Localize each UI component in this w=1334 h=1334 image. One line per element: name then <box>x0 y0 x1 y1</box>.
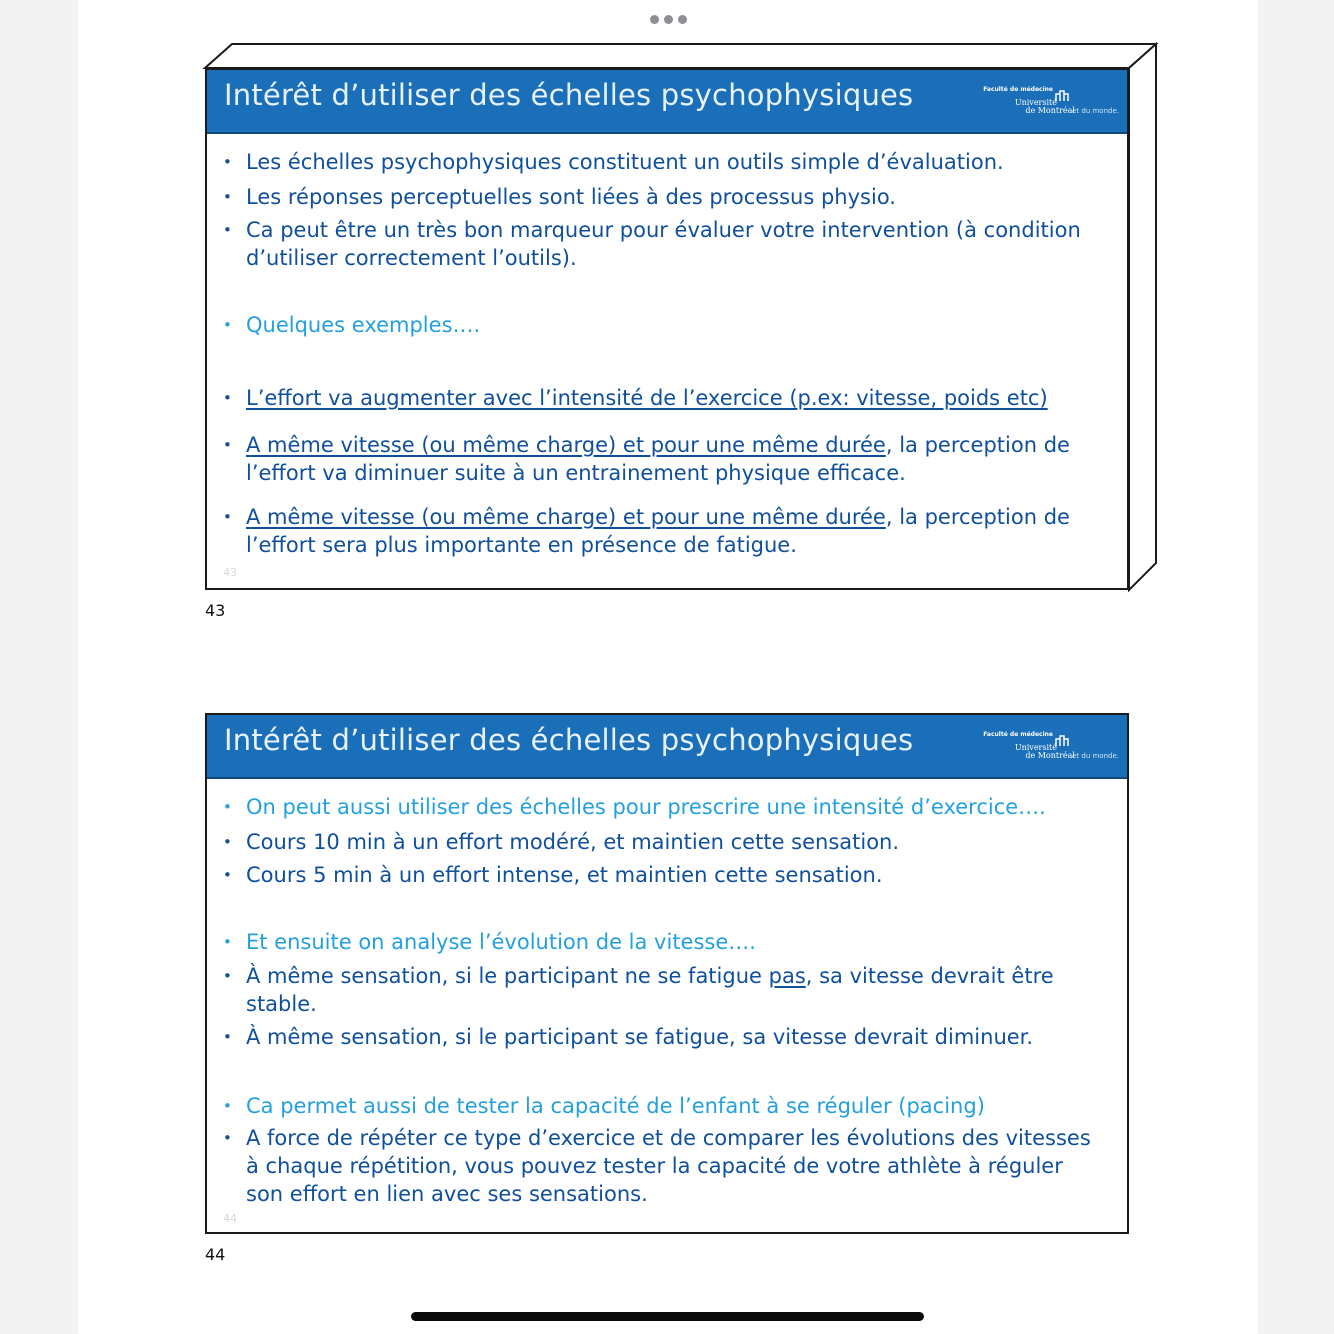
bullet-item: • Les échelles psychophysiques constituent un outils simple d’évaluation. <box>223 150 1004 174</box>
bullet-item: • Ca permet aussi de tester la capacité de l’enfant à se réguler (pacing) <box>223 1094 985 1118</box>
bullet-item: • On peut aussi utiliser des échelles pour prescrire une intensité d’exercice…. <box>223 795 1046 819</box>
slide-header <box>207 715 1127 779</box>
bullet-item: • L’effort va augmenter avec l’intensité de l’exercice (p.ex: vitesse, poids etc) <box>223 386 1048 410</box>
bullet-item: • A même vitesse (ou même charge) et pour une même durée, la perception de l’effort va diminuer suite à un entrainement physique efficace. <box>223 433 1070 485</box>
page-label: 43 <box>205 601 226 620</box>
bullet-item: • A force de répéter ce type d’exercice et de comparer les évolutions des vitesses à chaque répétition, vous pouvez tester la capacité de votre athlète à réguler son effort en lien avec ses sensations. <box>223 1126 1091 1206</box>
bullet-item: • À même sensation, si le participant se fatigue, sa vitesse devrait diminuer. <box>223 1025 1034 1049</box>
bullet-item: • À même sensation, si le participant ne se fatigue pas, sa vitesse devrait être stable. <box>223 964 1054 1016</box>
home-indicator[interactable] <box>411 1312 924 1321</box>
slide-43 <box>205 68 1129 590</box>
bullet-item: • Et ensuite on analyse l’évolution de la vitesse…. <box>223 930 756 954</box>
page-label: 44 <box>205 1245 226 1264</box>
logo-mark-icon <box>1055 735 1069 747</box>
university-logo: Faculté de médecine Université de Montréal et du monde. <box>983 86 1119 115</box>
slide-header <box>207 70 1127 134</box>
slide-title: Intérêt d’utiliser des échelles psychophysiques <box>224 78 914 112</box>
logo-mark-icon <box>1055 90 1069 102</box>
bullet-item: • Quelques exemples…. <box>223 313 481 337</box>
slide-number: 43 <box>223 566 237 579</box>
bullet-item: • Ca peut être un très bon marqueur pour évaluer votre intervention (à condition d’utiliser correctement l’outils). <box>223 218 1081 270</box>
slide-number: 44 <box>223 1212 237 1225</box>
bullet-item: • A même vitesse (ou même charge) et pour une même durée, la perception de l’effort sera plus importante en présence de fatigue. <box>223 505 1070 557</box>
bullet-item: • Cours 5 min à un effort intense, et maintien cette sensation. <box>223 863 883 887</box>
slide-title: Intérêt d’utiliser des échelles psychophysiques <box>224 723 914 757</box>
bullet-item: • Cours 10 min à un effort modéré, et maintien cette sensation. <box>223 830 900 854</box>
slide-44 <box>205 713 1129 1234</box>
bullet-item: • Les réponses perceptuelles sont liées à des processus physio. <box>223 185 896 209</box>
university-logo: Faculté de médecine Université de Montréal et du monde. <box>983 731 1119 760</box>
